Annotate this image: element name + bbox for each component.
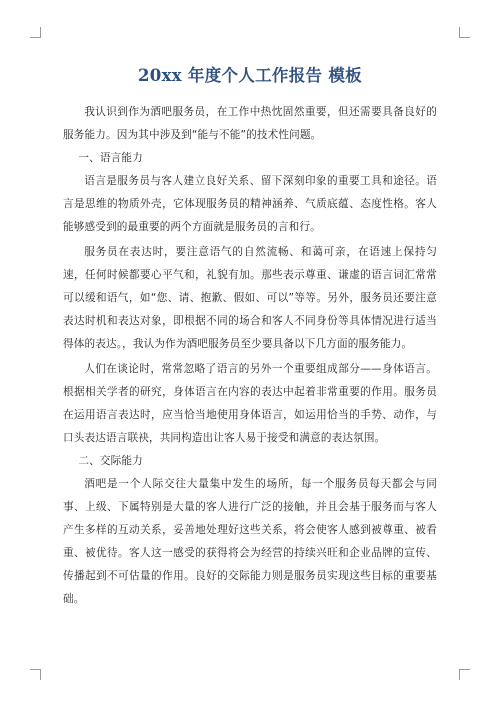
document-body (63, 101, 437, 611)
page-corner-mark-bottom-right (459, 669, 470, 680)
body-paragraph: 人们在谈论时，常常忽略了语言的另外一个重要组成部分——身体语言。根据相关学者的研究，身体语言在内容的表达中起着非常重要的作用。服务员在运用语言表达时，应当恰当地使用身体语言，如运用恰当的手势、动作，与口头表达语言联袂，共同构造出让客人易于接受和满意的表达氛围。 (63, 363, 437, 444)
body-paragraph: 酒吧是一个人际交往大量集中发生的场所，每一个服务员每天都会与同事、上级、下属特别是大量的客人进行广泛的接触，并且会基于服务而与客人产生多样的互动关系，妥善地处理好这些关系，将会使客人感到被尊重、被看重、被优待。客人这一感受的获得将会为经营的持续兴旺和企业品牌的宣传、传播起到不可估量的作用。良好的交际能力则是服务员实现这些目标的重要基础。 (63, 478, 437, 605)
section-heading-language: 一、语言能力 (78, 152, 143, 164)
body-paragraph: 语言是服务员与客人建立良好关系、留下深刻印象的重要工具和途径。语言是思维的物质外壳，它体现服务员的精神涵养、气质底蕴、态度性格。客人能够感受到的最重要的两个方面就是服务员的言和行。 (63, 175, 437, 233)
page-corner-mark-top-right (459, 27, 470, 38)
document-title: 20xx 年度个人工作报告 模板 (138, 66, 362, 85)
page-corner-mark-bottom-left (30, 669, 41, 680)
section-heading-communication: 二、交际能力 (78, 455, 143, 467)
intro-paragraph: 我认识到作为酒吧服务员，在工作中热忱固然重要，但还需要具备良好的服务能力。因为其中涉及到“能与不能”的技术性问题。 (63, 106, 437, 141)
page-corner-mark-top-left (30, 27, 41, 38)
body-paragraph: 服务员在表达时，要注意语气的自然流畅、和蔼可亲，在语速上保持匀速，任何时候都要心平气和，礼貌有加。那些表示尊重、谦虚的语言词汇常常可以缓和语气，如“您、请、抱歉、假如、可以”等等。另外，服务员还要注意表达时机和表达对象，即根据不同的场合和客人不同身份等具体情况进行适当得体的表达。，我认为作为酒吧服务员至少要具备以下几方面的服务能力。 (63, 246, 437, 350)
